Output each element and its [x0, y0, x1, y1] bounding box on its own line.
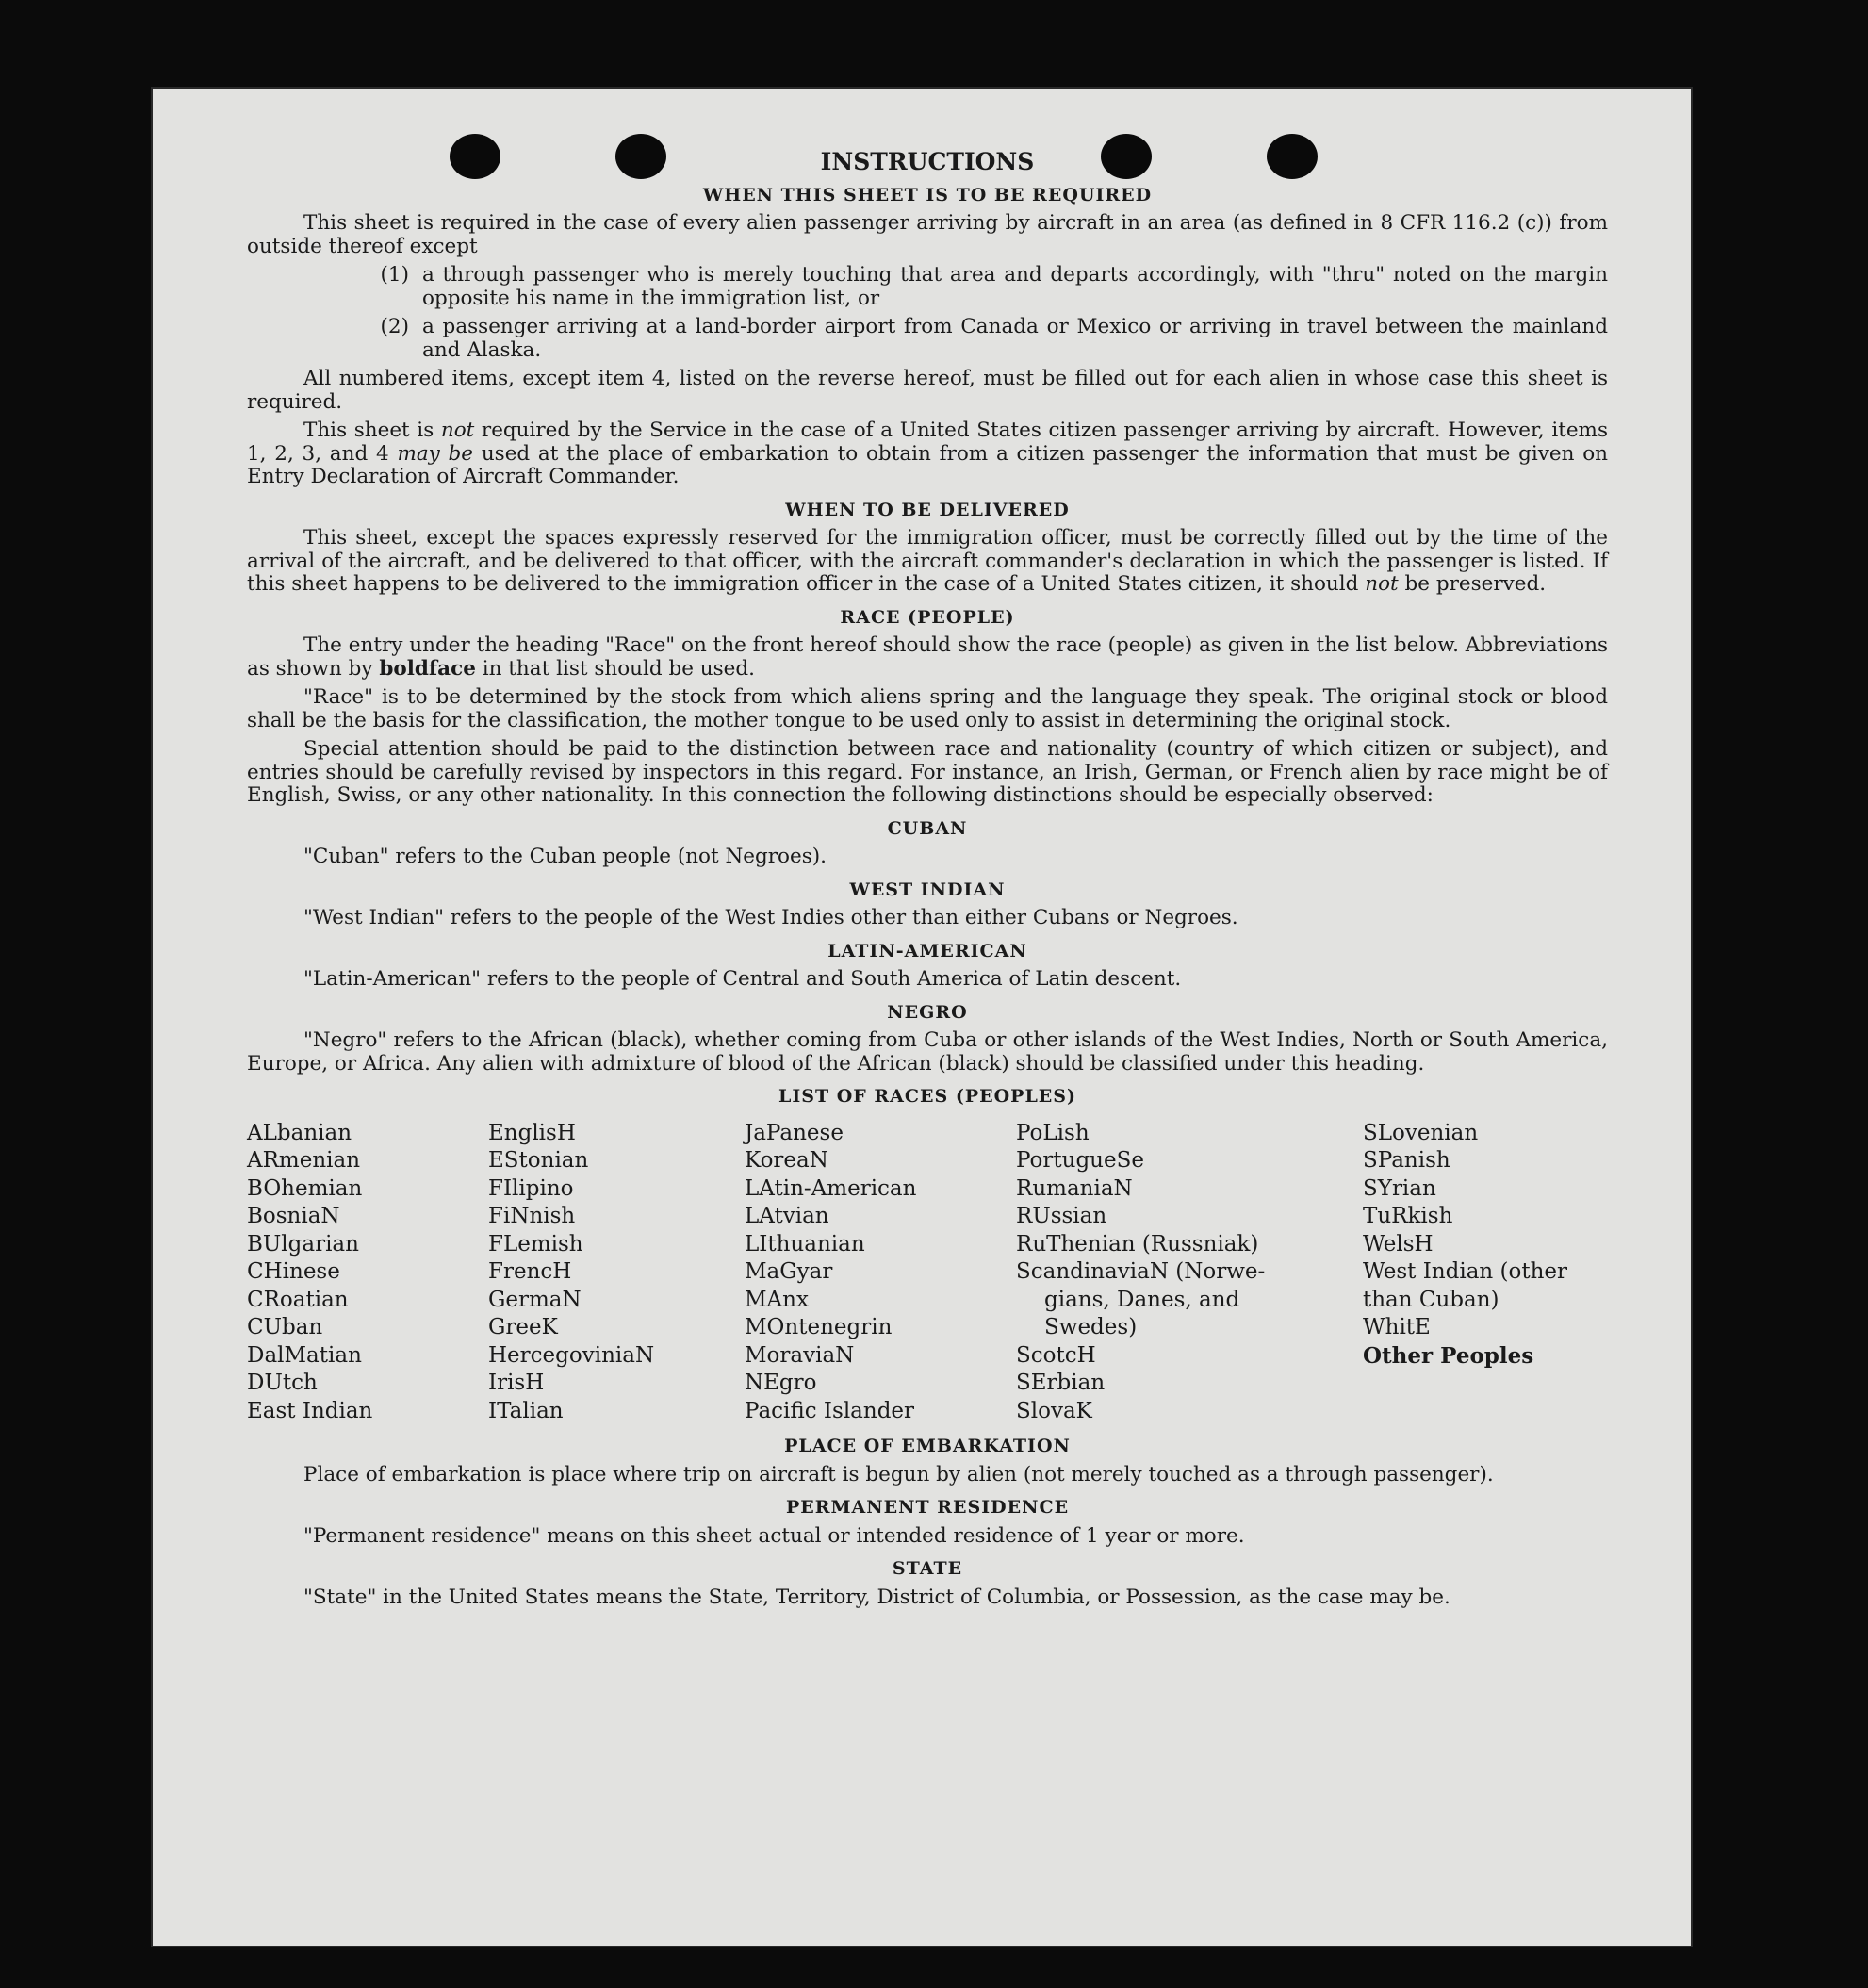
embarkation-definition: Place of embarkation is place where trip on aircraft is begun by alien (not merely touched as a through passenger). — [303, 1462, 1494, 1487]
race-entry: SPanish — [1363, 1148, 1450, 1173]
race-entry: GermaN — [488, 1287, 582, 1312]
race-entry: EnglisH — [488, 1120, 576, 1145]
citizen-paragraph: This sheet is not required by the Service in the case of a United States citizen passenger arriving by aircraft. However, items 1, 2, 3, and 4 may be used at the place of embarkation to obtain from a citizen passenger the information that must be given on Entry Declaration of Aircraft Commander. — [247, 419, 1608, 488]
exception-1-text: a through passenger who is merely touching that area and departs accordingly, with "thru" noted on the margin opposite his name in the immigration list, or — [422, 263, 1608, 310]
document-content — [247, 148, 1608, 1615]
race-column-1 — [247, 1120, 488, 1426]
race-entry: EStonian — [488, 1148, 589, 1173]
heading-required: WHEN THIS SHEET IS TO BE REQUIRED — [702, 184, 1153, 205]
required-intro: This sheet is required in the case of every alien passenger arriving by aircraft in an area (as defined in 8 CFR 116.2 (c)) from outside thereof except — [247, 211, 1608, 258]
race-entry: GreeK — [488, 1315, 558, 1339]
race-entry: West Indian (other — [1363, 1259, 1568, 1284]
exception-1-number: (1) — [380, 263, 409, 287]
cuban-definition: "Cuban" refers to the Cuban people (not Negroes). — [303, 845, 827, 868]
race-entry: Pacific Islander — [745, 1398, 915, 1423]
race-entry: ALbanian — [247, 1120, 352, 1145]
race-list — [247, 1120, 1608, 1426]
race-entry: LIthuanian — [745, 1231, 865, 1257]
exception-2-number: (2) — [380, 315, 409, 338]
race-entry: LAtin-American — [745, 1175, 917, 1201]
race-entry: CHinese — [247, 1259, 340, 1284]
heading-delivered: WHEN TO BE DELIVERED — [785, 499, 1070, 520]
heading-west-indian: WEST INDIAN — [849, 879, 1006, 900]
race-entry: FLemish — [488, 1231, 583, 1257]
race-entry: MOntenegrin — [745, 1315, 893, 1339]
race-entry: TuRkish — [1363, 1204, 1453, 1228]
required-items-paragraph: All numbered items, except item 4, listed on the reverse hereof, must be filled out for each alien in whose case this sheet is required. — [247, 367, 1608, 414]
heading-list-of-races: LIST OF RACES (PEOPLES) — [778, 1086, 1076, 1107]
residence-definition: "Permanent residence" means on this sheet actual or intended residence of 1 year or more. — [303, 1523, 1245, 1548]
race-entry: SErbian — [1016, 1371, 1106, 1395]
heading-race: RACE (PEOPLE) — [840, 606, 1015, 628]
heading-latin-american: LATIN-AMERICAN — [827, 940, 1027, 961]
race-entry: PoLish — [1016, 1120, 1090, 1145]
race-column-3 — [745, 1120, 1016, 1426]
race-entry: WhitE — [1363, 1315, 1431, 1339]
race-column-4 — [1016, 1120, 1363, 1426]
race-entry: East Indian — [247, 1398, 373, 1423]
race-paragraph-2: "Race" is to be determined by the stock from which aliens spring and the language they speak. The original stock or blood shall be the basis for the classification, the mother tongue to be used only to assist in determining the original stock. — [247, 685, 1608, 732]
race-entry: RumaniaN — [1016, 1175, 1133, 1201]
race-paragraph-3: Special attention should be paid to the distinction between race and nationality (country of which citizen or subject), and entries should be carefully revised by inspectors in this regard. For instance, an Irish, German, or French alien by race might be of English, Swiss, or any other nationality. In this connection the following distinctions should be especially observed: — [247, 737, 1608, 807]
delivered-paragraph: This sheet, except the spaces expressly reserved for the immigration officer, must be correctly filled out by the time of the arrival of the aircraft, and be delivered to that officer, with the aircraft commander's declaration in which the passenger is listed. If this sheet happens to be delivered to the immigration officer in the case of a United States citizen, it should not be preserved. — [247, 526, 1608, 596]
race-entry: CRoatian — [247, 1287, 349, 1312]
race-entry: FiNnish — [488, 1204, 576, 1228]
race-entry: than Cuban) — [1363, 1287, 1499, 1312]
exception-1 — [247, 264, 1608, 310]
exception-2 — [247, 316, 1608, 362]
race-column-2 — [488, 1120, 745, 1426]
exception-2-text: a passenger arriving at a land-border airport from Canada or Mexico or arriving in travel between the mainland and Alaska. — [422, 315, 1608, 362]
race-entry: SLovenian — [1363, 1120, 1479, 1145]
race-entry: DalMatian — [247, 1342, 362, 1368]
race-entry: ScotcH — [1016, 1342, 1096, 1368]
heading-state: STATE — [892, 1558, 963, 1579]
race-column-5 — [1363, 1120, 1608, 1426]
race-entry: ITalian — [488, 1398, 564, 1423]
race-entry: ScandinaviaN (Norwe- — [1016, 1259, 1266, 1284]
race-entry: Swedes) — [1044, 1315, 1138, 1339]
race-entry: BOhemian — [247, 1175, 363, 1201]
race-entry: CUban — [247, 1315, 323, 1339]
race-entry: ARmenian — [247, 1148, 361, 1173]
race-entry: FrencH — [488, 1259, 572, 1284]
race-paragraph-1: The entry under the heading "Race" on the front hereof should show the race (people) as given in the list below. Abbreviations as shown by boldface in that list should be used. — [247, 633, 1608, 681]
race-entry: KoreaN — [745, 1148, 828, 1173]
heading-negro: NEGRO — [887, 1001, 968, 1023]
race-entry: LAtvian — [745, 1204, 829, 1228]
west-indian-definition: "West Indian" refers to the people of the West Indies other than either Cubans or Negroes. — [303, 906, 1238, 929]
race-entry: RuThenian (Russniak) — [1016, 1231, 1259, 1257]
race-entry: SlovaK — [1016, 1398, 1092, 1423]
race-entry: WelsH — [1363, 1231, 1434, 1257]
document-sheet — [153, 89, 1691, 1946]
race-entry: Other Peoples — [1363, 1342, 1534, 1369]
race-entry: SYrian — [1363, 1175, 1436, 1201]
race-entry: MaGyar — [745, 1259, 833, 1284]
heading-residence: PERMANENT RESIDENCE — [785, 1497, 1070, 1518]
race-entry: NEgro — [745, 1371, 817, 1395]
race-entry: DUtch — [247, 1371, 318, 1395]
negro-definition: "Negro" refers to the African (black), whether coming from Cuba or other islands of the West Indies, North or South America, Europe, or Africa. Any alien with admixture of blood of the African (black) should be classified under this heading. — [247, 1028, 1608, 1076]
race-entry: RUssian — [1016, 1204, 1107, 1228]
race-entry: MAnx — [745, 1287, 809, 1312]
page-title: INSTRUCTIONS — [820, 148, 1035, 175]
state-definition: "State" in the United States means the State, Territory, District of Columbia, or Possession, as the case may be. — [303, 1585, 1450, 1609]
race-entry: FIlipino — [488, 1175, 574, 1201]
heading-embarkation: PLACE OF EMBARKATION — [784, 1436, 1071, 1456]
race-entry: IrisH — [488, 1371, 545, 1395]
race-entry: MoraviaN — [745, 1342, 855, 1368]
race-entry: BUlgarian — [247, 1231, 359, 1257]
race-entry: BosniaN — [247, 1204, 340, 1228]
race-entry: HercegoviniaN — [488, 1342, 655, 1368]
latin-american-definition: "Latin-American" refers to the people of Central and South America of Latin descent. — [303, 967, 1182, 991]
heading-cuban: CUBAN — [887, 817, 968, 839]
race-entry: gians, Danes, and — [1044, 1287, 1240, 1312]
race-entry: PortugueSe — [1016, 1148, 1144, 1173]
race-entry: JaPanese — [745, 1120, 844, 1145]
